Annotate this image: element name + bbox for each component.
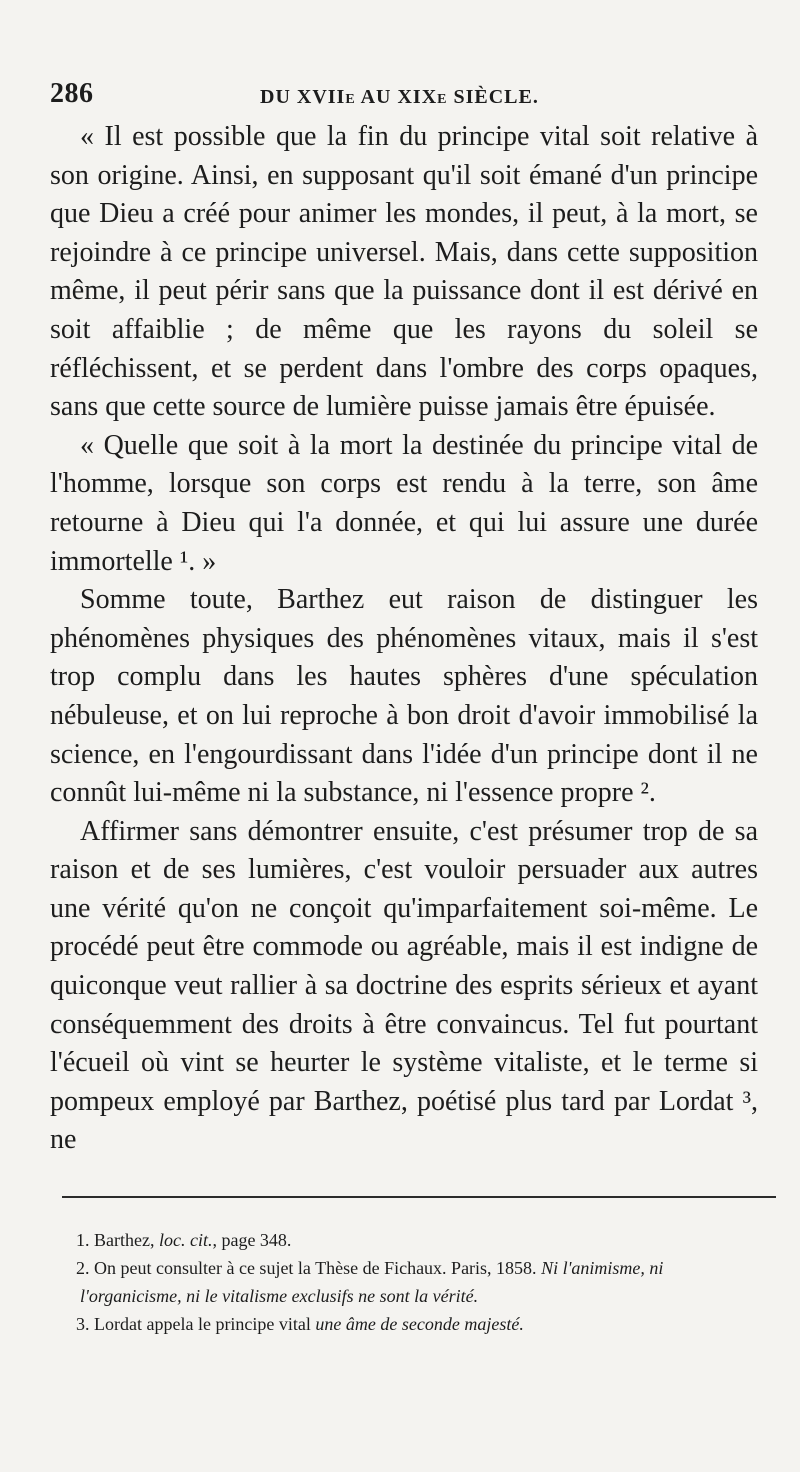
paragraph: « Il est possible que la fin du principe vital soit relative à son origine. Ainsi, en supposant qu'il soit émané d'un principe que Dieu a créé pour animer les mondes, il peut, à la mort, se rejoindre à ce principe universel. Mais, dans cette supposition même, il peut périr sans que la puissance dont il est dérivé en soit affaiblie ; de même que les rayons du soleil se réfléchissent, et se perdent dans l'ombre des corps opaques, sans que cette source de lumière puisse jamais être épuisée. <box>50 121 758 423</box>
footnote-1 <box>76 1226 758 1254</box>
footnote-number: 2. <box>76 1258 90 1279</box>
footnotes <box>50 1226 758 1338</box>
footnote-italic: Ni l'animisme, ni l'organicisme, ni le vitalisme exclusifs ne sont la vérité. <box>80 1258 664 1307</box>
running-title: DU XVIIe AU XIXe SIÈCLE. <box>260 86 539 108</box>
footnote-text: , page 348. <box>212 1230 292 1251</box>
footnote-number: 1. <box>76 1230 90 1251</box>
footnote-italic: une âme de seconde majesté. <box>315 1314 524 1335</box>
footnote-text: Barthez, <box>94 1230 159 1251</box>
footnote-italic: loc. cit. <box>158 1230 213 1251</box>
footnote-number: 3. <box>76 1314 90 1335</box>
paragraph: Somme toute, Barthez eut raison de distinguer les phénomènes physiques des phénomènes vitaux, mais il s'est trop complu dans les hautes sphères d'une spéculation nébuleuse, et on lui reproche à bon droit d'avoir immobilisé la science, en l'engourdissant dans l'idée d'un principe dont il ne connût lui-même ni la substance, ni l'essence propre ². <box>50 584 758 809</box>
footnote-2 <box>76 1254 758 1310</box>
paragraph: Affirmer sans démontrer ensuite, c'est présumer trop de sa raison et de ses lumières, c'est vouloir persuader aux autres une vérité qu'on ne conçoit qu'imparfaitement soi-même. Le procédé peut être commode ou agréable, mais il est indigne de quiconque veut rallier à sa doctrine des esprits sérieux et ayant conséquemment des droits à être convaincus. Tel fut pourtant l'écueil où vint se heurter le système vitaliste, et le terme si pompeux employé par Barthez, poétisé plus tard par Lordat ³, ne <box>50 815 758 1156</box>
paragraph: « Quelle que soit à la mort la destinée du principe vital de l'homme, lorsque son corps est rendu à la terre, son âme retourne à Dieu qui l'a donnée, et qui lui assure une durée immortelle ¹. » <box>50 429 758 577</box>
footnote-rule <box>62 1196 776 1198</box>
page-number: 286 <box>50 78 94 109</box>
body-text <box>50 118 758 1160</box>
footnote-text: Lordat appela le principe vital <box>94 1314 316 1335</box>
footnote-text: On peut consulter à ce sujet la Thèse de Fichaux. Paris, 1858. <box>94 1258 542 1279</box>
running-head <box>50 78 758 118</box>
footnote-3 <box>76 1310 758 1338</box>
